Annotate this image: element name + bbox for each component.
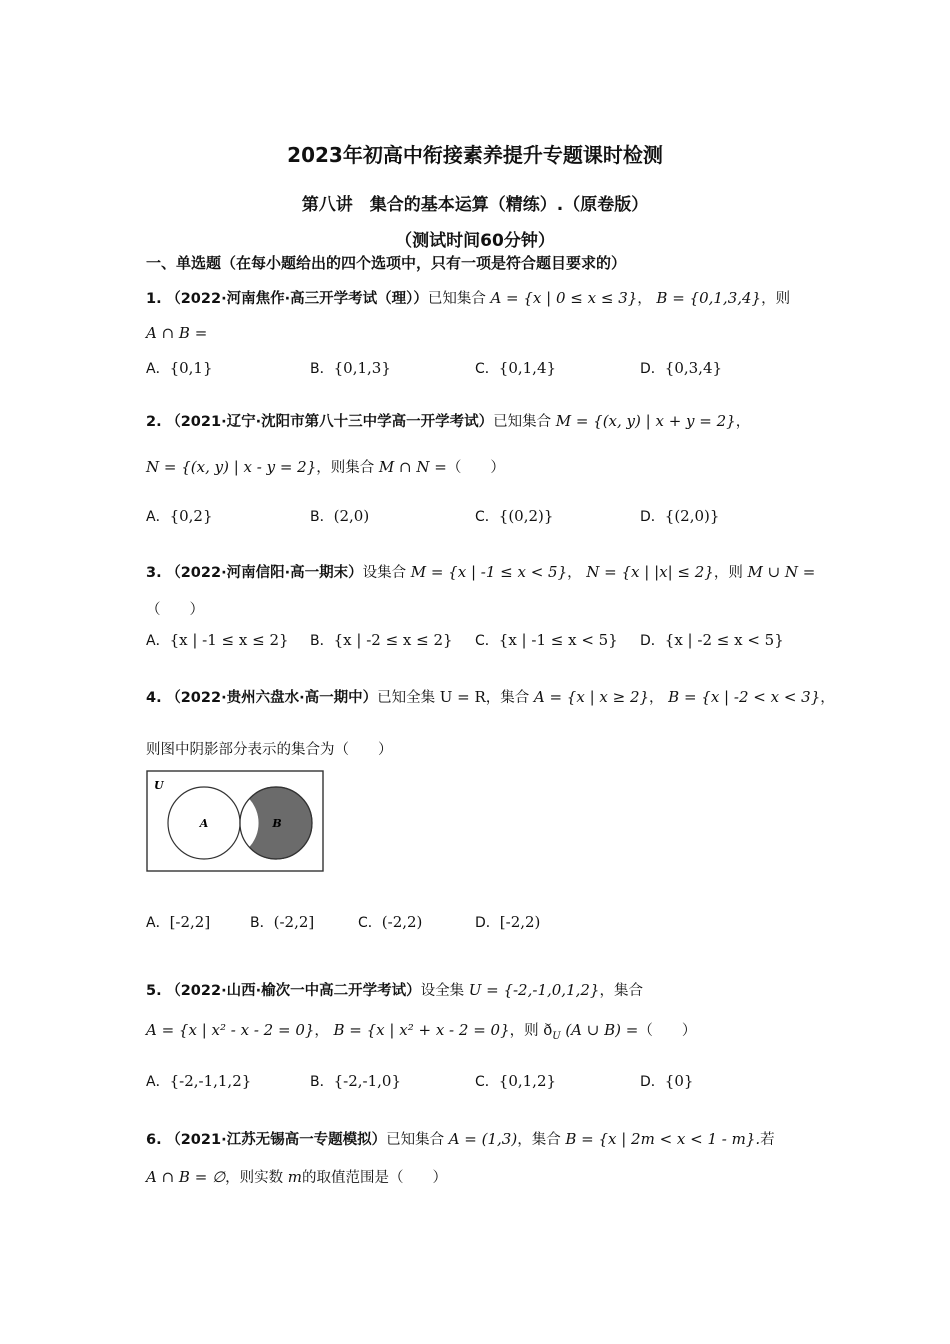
separator: ， bbox=[314, 1023, 329, 1039]
math-expression: (A ∪ B) = bbox=[565, 1021, 639, 1039]
option-value: {0,1,2} bbox=[498, 1072, 557, 1090]
option-value: {0,1} bbox=[169, 359, 213, 377]
option-label: D． bbox=[640, 1074, 665, 1090]
question-5-line-1 bbox=[146, 979, 643, 1000]
option-label: B． bbox=[310, 361, 334, 377]
option-label: D． bbox=[475, 915, 500, 931]
math-expression: M = {(x, y) | x + y = 2} bbox=[555, 412, 736, 430]
math-expression: B = {x | -2 < x < 3} bbox=[668, 688, 821, 706]
option-value: {-2,-1,0} bbox=[333, 1072, 401, 1090]
math-expression: A ∩ B = bbox=[146, 324, 208, 342]
math-expression: M ∪ N = bbox=[747, 563, 816, 581]
question-source: （2022·河南焦作·高三开学考试（理）） bbox=[166, 291, 428, 307]
question-6-line-1 bbox=[146, 1128, 775, 1149]
option-label: B． bbox=[310, 1074, 334, 1090]
time-note: （测试时间60分钟） bbox=[395, 231, 555, 251]
question-1-line-1 bbox=[146, 287, 790, 308]
option-label: C． bbox=[475, 509, 499, 525]
option-value: {x | -1 ≤ x ≤ 2} bbox=[169, 631, 289, 649]
section-heading: 一、单选题（在每小题给出的四个选项中，只有一项是符合题目要求的） bbox=[146, 254, 627, 272]
label-u: U bbox=[154, 779, 164, 792]
question-stem: 设集合 bbox=[362, 565, 407, 581]
question-stem: ，集合 bbox=[485, 690, 530, 706]
option-d bbox=[475, 912, 540, 932]
option-value: [-2,2) bbox=[499, 913, 541, 931]
option-value: {0,2} bbox=[169, 507, 213, 525]
question-stem: 的取值范围是（ ） bbox=[301, 1170, 447, 1186]
question-source: （2022·山西·榆次一中高二开学考试） bbox=[166, 983, 421, 999]
math-expression: M = {x | -1 ≤ x < 5} bbox=[410, 563, 568, 581]
answer-paren: （ ） bbox=[146, 602, 204, 618]
option-b bbox=[310, 358, 391, 378]
question-number: 2. bbox=[146, 414, 162, 430]
option-a bbox=[146, 1071, 251, 1091]
math-expression: A = {x | 0 ≤ x ≤ 3} bbox=[490, 289, 638, 307]
option-b bbox=[250, 912, 314, 932]
option-label: C． bbox=[475, 361, 499, 377]
question-4-line-1 bbox=[146, 686, 835, 707]
question-number: 1. bbox=[146, 291, 162, 307]
option-label: B． bbox=[250, 915, 274, 931]
option-c bbox=[475, 1071, 556, 1091]
label-a: A bbox=[199, 817, 209, 830]
question-5-line-2 bbox=[146, 1019, 696, 1042]
option-value: {x | -1 ≤ x < 5} bbox=[498, 631, 618, 649]
option-label: C． bbox=[358, 915, 382, 931]
question-3-line-1 bbox=[146, 561, 815, 582]
option-label: A． bbox=[146, 915, 170, 931]
option-c bbox=[475, 630, 618, 650]
question-stem: 设全集 bbox=[420, 983, 465, 999]
option-label: C． bbox=[475, 1074, 499, 1090]
option-label: D． bbox=[640, 633, 665, 649]
option-a bbox=[146, 912, 210, 932]
question-source: （2022·贵州六盘水·高一期中） bbox=[166, 690, 378, 706]
option-label: A． bbox=[146, 509, 170, 525]
option-value: [-2,2] bbox=[169, 913, 211, 931]
question-stem: ，则 bbox=[761, 291, 791, 307]
option-d bbox=[640, 1071, 693, 1091]
question-stem: ，则集合 bbox=[316, 460, 375, 476]
option-value: (2,0) bbox=[333, 507, 370, 525]
question-stem: ，则实数 bbox=[225, 1170, 284, 1186]
question-2-line-2 bbox=[146, 456, 505, 477]
question-6-line-2 bbox=[146, 1166, 447, 1187]
option-value: {0} bbox=[664, 1072, 694, 1090]
question-number: 6. bbox=[146, 1132, 162, 1148]
math-expression: B = {x | 2m < x < 1 - m}. bbox=[565, 1130, 761, 1148]
math-expression: N = {(x, y) | x - y = 2} bbox=[146, 458, 317, 476]
option-d bbox=[640, 358, 722, 378]
option-b bbox=[310, 506, 369, 526]
complement-subscript: U bbox=[552, 1030, 561, 1042]
math-expression: N = {x | |x| ≤ 2} bbox=[586, 563, 714, 581]
math-expression: A ∩ B = ∅ bbox=[146, 1168, 226, 1186]
question-1-line-2 bbox=[146, 324, 207, 342]
venn-diagram bbox=[146, 770, 324, 872]
separator: ， bbox=[567, 565, 582, 581]
question-stem: 已知集合 bbox=[386, 1132, 445, 1148]
document-title: 2023年初高中衔接素养提升专题课时检测 bbox=[287, 143, 663, 167]
option-a bbox=[146, 506, 213, 526]
option-a bbox=[146, 630, 289, 650]
option-value: {0,3,4} bbox=[664, 359, 723, 377]
math-expression: A = (1,3) bbox=[448, 1130, 518, 1148]
label-b: B bbox=[272, 817, 282, 830]
separator: ， bbox=[820, 690, 835, 706]
question-stem: 已知全集 bbox=[377, 690, 436, 706]
option-label: B． bbox=[310, 633, 334, 649]
option-label: D． bbox=[640, 361, 665, 377]
option-label: A． bbox=[146, 361, 170, 377]
option-label: B． bbox=[310, 509, 334, 525]
option-value: {(2,0)} bbox=[664, 507, 720, 525]
question-stem: ，集合 bbox=[517, 1132, 561, 1148]
option-value: {0,1,3} bbox=[333, 359, 391, 377]
option-b bbox=[310, 630, 453, 650]
math-expression: A = {x | x ≥ 2} bbox=[533, 688, 650, 706]
separator: ， bbox=[735, 414, 751, 430]
separator: ， bbox=[649, 690, 664, 706]
option-value: {(0,2)} bbox=[498, 507, 554, 525]
question-stem: ，集合 bbox=[599, 983, 643, 999]
question-number: 5. bbox=[146, 983, 162, 999]
math-variable: m bbox=[287, 1168, 302, 1186]
question-stem: ，则 bbox=[713, 565, 743, 581]
answer-paren: （ ） bbox=[446, 460, 505, 476]
option-label: D． bbox=[640, 509, 665, 525]
option-c bbox=[358, 912, 422, 932]
question-3-line-2 bbox=[146, 598, 204, 619]
question-2-line-1 bbox=[146, 410, 750, 431]
math-expression: U = R bbox=[439, 688, 486, 706]
question-stem: 已知集合 bbox=[427, 291, 486, 307]
math-expression: A = {x | x² - x - 2 = 0} bbox=[146, 1021, 315, 1039]
option-a bbox=[146, 358, 213, 378]
option-d bbox=[640, 630, 784, 650]
answer-paren: （ ） bbox=[638, 1023, 697, 1039]
question-number: 3. bbox=[146, 565, 162, 581]
option-c bbox=[475, 506, 553, 526]
option-value: {x | -2 ≤ x < 5} bbox=[664, 631, 784, 649]
question-source: （2021·辽宁·沈阳市第八十三中学高一开学考试） bbox=[166, 414, 494, 430]
complement-symbol: ð bbox=[543, 1021, 553, 1039]
option-value: {0,1,4} bbox=[498, 359, 557, 377]
question-4-line-2: 则图中阴影部分表示的集合为（ ） bbox=[146, 742, 393, 758]
option-label: A． bbox=[146, 633, 170, 649]
math-expression: U = {-2,-1,0,1,2} bbox=[468, 981, 600, 999]
option-label: C． bbox=[475, 633, 499, 649]
question-number: 4. bbox=[146, 690, 162, 706]
question-stem: 若 bbox=[760, 1132, 775, 1148]
question-source: （2021·江苏无锡高一专题模拟） bbox=[166, 1132, 387, 1148]
question-stem: ，则 bbox=[509, 1023, 539, 1039]
option-value: {x | -2 ≤ x ≤ 2} bbox=[333, 631, 453, 649]
question-stem: 已知集合 bbox=[493, 414, 552, 430]
option-c bbox=[475, 358, 556, 378]
question-source: （2022·河南信阳·高一期末） bbox=[166, 565, 363, 581]
document-subtitle: 第八讲 集合的基本运算（精练）.（原卷版） bbox=[301, 195, 649, 215]
math-expression: B = {x | x² + x - 2 = 0} bbox=[333, 1021, 510, 1039]
option-value: (-2,2] bbox=[273, 913, 315, 931]
option-value: (-2,2) bbox=[381, 913, 423, 931]
math-expression: M ∩ N = bbox=[378, 458, 447, 476]
option-b bbox=[310, 1071, 401, 1091]
option-value: {-2,-1,1,2} bbox=[169, 1072, 252, 1090]
option-d bbox=[640, 506, 719, 526]
separator: ， bbox=[637, 291, 652, 307]
option-label: A． bbox=[146, 1074, 170, 1090]
math-expression: B = {0,1,3,4} bbox=[656, 289, 762, 307]
